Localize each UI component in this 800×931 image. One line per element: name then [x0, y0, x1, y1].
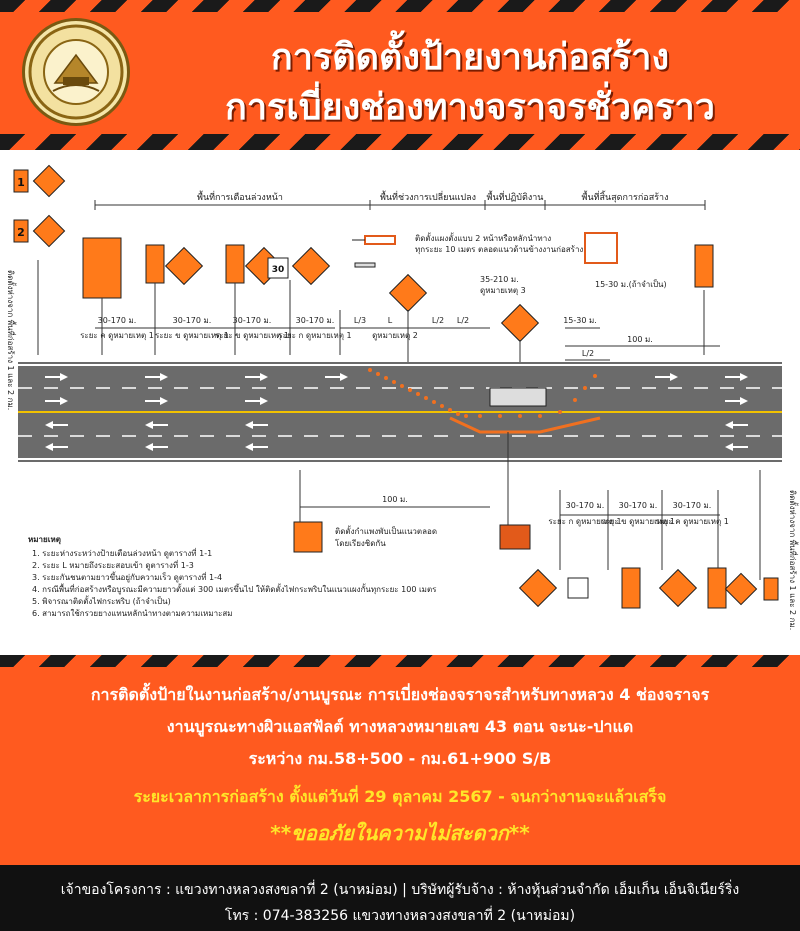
callout-top: ติดตั้งแผงตั้งแบบ 2 หน้าหรือหลักนำทาง — [415, 234, 552, 243]
taper-l: L — [387, 316, 393, 325]
info-apology: **ขออภัยในความไม่สะดวก** — [270, 821, 530, 845]
left-note: ติดตั้งห่างจาก พื้นที่ก่อสร้าง 1 และ 2 กม. — [6, 270, 15, 411]
info-project-type: การติดตั้งป้ายในงานก่อสร้าง/งานบูรณะ การเบี่ยงช่องจราจรสำหรับทางหลวง 4 ช่องจราจร — [90, 685, 710, 704]
sign-bottom-detour — [294, 522, 322, 552]
sign-layout-diagram — [0, 150, 800, 655]
taper-l2-a: L/2 — [431, 316, 445, 325]
dist-top-4-sub: ระยะ ก ดูหมายเหตุ 1 — [278, 331, 352, 340]
buffer-note: ดูหมายเหตุ 3 — [480, 286, 526, 295]
dist-bottom-1-sub: ระยะ ก ดูหมายเหตุ 1 — [548, 517, 622, 526]
guide-post-sample — [355, 263, 375, 267]
dist-top-2-sub: ระยะ ข ดูหมายเหตุ 1 — [155, 331, 229, 340]
svg-text:1: 1 — [17, 176, 25, 189]
taper-l2-b: L/2 — [456, 316, 470, 325]
dist-top-4: 30-170 ม. — [295, 316, 335, 325]
zone-label-advance: พื้นที่การเตือนล่วงหน้า — [197, 193, 283, 203]
note-4: 4. กรณีพื้นที่ก่อสร้างหรือบูรณะมีความยาวตั้งแต่ 300 เมตรขึ้นไป ให้ติดตั้งไฟกระพริบในแนวแผงกั้นทุกระยะ 100 เมตร — [32, 585, 437, 594]
footer-owner-contractor: เจ้าของโครงการ : แขวงทางหลวงสงขลาที่ 2 (นาหม่อม) | บริษัทผู้รับจ้าง : ห้างหุ้นส่วนจำกัด เอ็มเก็น เอ็นจิเนียร์ริ่ง — [60, 882, 740, 898]
right-note: ติดตั้งห่างจาก พื้นที่ก่อสร้าง 1 และ 2 กม. — [788, 490, 797, 631]
work-area — [490, 388, 546, 406]
callout-top-2: ทุกระยะ 10 เมตร ตลอดแนวด้านข้างงานก่อสร้าง — [415, 245, 584, 254]
end-100: 100 ม. — [627, 335, 653, 344]
info-panel — [0, 655, 800, 865]
dist-top-3: 30-170 ม. — [232, 316, 272, 325]
taper-note: ดูหมายเหตุ 2 — [372, 331, 418, 340]
sign-rect-1 — [146, 245, 164, 283]
header-banner — [0, 0, 800, 150]
dist-bottom-2: 30-170 ม. — [618, 501, 658, 510]
zone-label-end: พื้นที่สิ้นสุดการก่อสร้าง — [581, 193, 669, 203]
arrow-board — [500, 525, 530, 549]
end-l2: L/2 — [581, 349, 595, 358]
department-logo — [22, 18, 130, 126]
footer — [0, 865, 800, 931]
hazard-stripes-top — [0, 0, 800, 12]
note-6: 6. สามารถใช้กรวยยางแทนหลักนำทางตามความเหมาะสม — [32, 609, 233, 618]
dist-top-1: 30-170 ม. — [97, 316, 137, 325]
dist-bottom-3: 30-170 ม. — [672, 501, 712, 510]
zone-label-work: พื้นที่ปฏิบัติงาน — [486, 193, 544, 203]
notes-title: หมายเหตุ — [28, 535, 61, 544]
sign-worker — [166, 248, 203, 285]
note-2: 2. ระยะ L หมายถึงระยะสอบเข้า ดูตารางที่ 1-3 — [32, 561, 194, 570]
end-dist-2: 15-30 ม. — [563, 316, 597, 325]
bottom-100: 100 ม. — [382, 495, 408, 504]
title-line-2: การเบี่ยงช่องทางจราจรชั่วคราว — [225, 87, 715, 128]
barricade-end — [585, 233, 617, 263]
callout-bottom: ติดตั้งกำแพงพับเป็นแนวตลอด — [335, 527, 438, 536]
sign-bottom-30 — [568, 578, 588, 598]
sign-end-work — [695, 245, 713, 287]
diagram-canvas — [0, 150, 800, 655]
dist-top-1-sub: ระยะ ค ดูหมายเหตุ 1 — [80, 331, 154, 340]
svg-text:2: 2 — [17, 226, 25, 239]
note-3: 3. ระยะกันชนตามยาวขึ้นอยู่กับความเร็ว ดูตารางที่ 1-4 — [32, 573, 223, 582]
hazard-stripes-info — [0, 655, 800, 667]
info-project-name: งานบูรณะทางผิวแอสฟัลต์ ทางหลวงหมายเลข 43 ตอน จะนะ-ปาแด — [166, 717, 634, 736]
svg-text:30: 30 — [271, 265, 285, 275]
dist-top-3-sub: ระยะ ข ดูหมายเหตุ 1 — [215, 331, 289, 340]
info-duration: ระยะเวลาการก่อสร้าง ตั้งแต่วันที่ 29 ตุลาคม 2567 - จนกว่างานจะแล้วเสร็จ — [133, 787, 667, 806]
taper-l3: L/3 — [353, 316, 367, 325]
sign-curve — [390, 275, 427, 312]
title-line-1: การติดตั้งป้ายงานก่อสร้าง — [270, 37, 670, 78]
sign-bottom-arrow — [725, 573, 756, 604]
sign-bottom-rect-1 — [622, 568, 640, 608]
dist-bottom-1: 30-170 ม. — [565, 501, 605, 510]
logo-emblem-icon — [25, 21, 127, 123]
info-km-range: ระหว่าง กม.58+500 - กม.61+900 S/B — [248, 749, 552, 768]
sign-turn — [502, 305, 539, 342]
barricade-sample — [365, 236, 395, 244]
hazard-stripes-bottom — [0, 134, 800, 150]
sign-km-2 — [14, 215, 65, 246]
sign-bottom-worker — [660, 570, 697, 607]
sign-roadwork-ahead — [83, 238, 121, 298]
dist-bottom-3-sub: ระยะ ค ดูหมายเหตุ 1 — [655, 517, 729, 526]
sign-rect-2 — [226, 245, 244, 283]
callout-bottom-2: โดยเรียงชิดกัน — [335, 539, 386, 548]
end-dist-1: 15-30 ม.(ถ้าจำเป็น) — [595, 280, 667, 289]
buffer-dist: 35-210 ม. — [480, 275, 519, 284]
sign-bottom-rect-2 — [708, 568, 726, 608]
note-1: 1. ระยะห่างระหว่างป้ายเตือนล่วงหน้า ดูตารางที่ 1-1 — [32, 549, 213, 558]
zone-label-transition: พื้นที่ช่วงการเปลี่ยนแปลง — [379, 193, 477, 203]
dist-bottom-2-sub: ระยะ ข ดูหมายเหตุ 1 — [601, 517, 675, 526]
sign-km-1 — [14, 165, 65, 196]
dist-top-2: 30-170 ม. — [172, 316, 212, 325]
sign-bottom-km — [764, 578, 778, 600]
note-5: 5. พิจารณาติดตั้งไฟกระพริบ (ถ้าจำเป็น) — [32, 597, 171, 606]
sign-merge — [293, 248, 330, 285]
footer-phone: โทร : 074-383256 แขวงทางหลวงสงขลาที่ 2 (นาหม่อม) — [224, 908, 576, 924]
sign-bottom-merge — [520, 570, 557, 607]
